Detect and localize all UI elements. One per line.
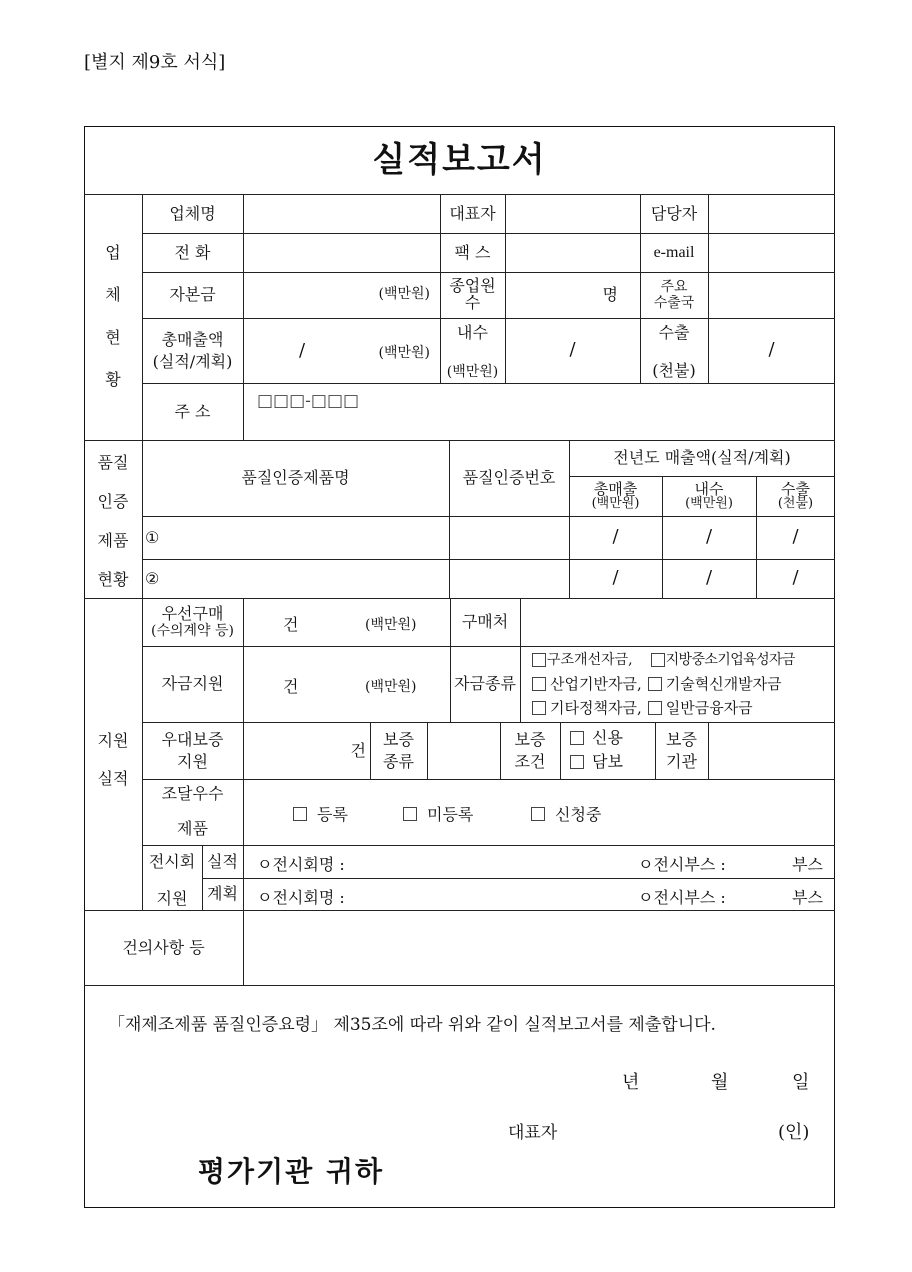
exhibition-plan-label: 계획 <box>207 884 238 903</box>
export-field-2[interactable]: / <box>792 567 799 589</box>
representative-signature-label: 대표자 <box>508 1123 558 1143</box>
fund-support-label: 자금지원 <box>161 674 224 693</box>
checkbox-icon <box>570 731 584 745</box>
procurement-options <box>243 779 835 845</box>
exhibition-label: 전시회 지원 <box>148 852 196 908</box>
company-name-field[interactable] <box>243 194 440 233</box>
fund-support-field[interactable]: 건 (백만원) <box>283 677 417 696</box>
guarantee-condition-options <box>570 726 655 776</box>
form-label: [별지 제9호 서식] <box>84 52 226 73</box>
total-sales-field-1[interactable]: / <box>612 526 619 548</box>
checkbox-icon <box>532 701 546 715</box>
fax-field[interactable] <box>505 233 640 272</box>
total-sales-slash: / <box>299 340 306 361</box>
total-sales-field-2[interactable]: / <box>612 567 619 589</box>
export-field-1[interactable]: / <box>792 526 799 548</box>
date-month-label: 월 <box>711 1072 729 1093</box>
exhibition-actual-label: 실적 <box>207 851 238 871</box>
contact-person-label: 담당자 <box>650 203 698 223</box>
email-label: e-mail <box>653 243 695 261</box>
checkbox-icon <box>532 653 546 667</box>
export-sales-label: 수출 (천불) <box>652 323 696 380</box>
export-header: 수출 (천불) <box>777 480 814 511</box>
capital-label: 자본금 <box>169 285 216 304</box>
exhibition-plan-row[interactable]: ㅇ전시회명 : ㅇ전시부스 : 부스 <box>257 888 823 907</box>
checkbox-icon <box>531 807 545 821</box>
condition-option-collateral[interactable]: 담보 <box>570 750 655 774</box>
priority-purchase-label: 우선구매 (수의계약 등) <box>151 604 234 640</box>
exhibition-actual-row[interactable]: ㅇ전시회명 : ㅇ전시부스 : 부스 <box>257 855 823 874</box>
phone-field[interactable] <box>243 233 440 272</box>
postal-code-placeholder: □□□-□□□ <box>257 391 360 411</box>
page-title: 실적보고서 <box>372 139 547 180</box>
declaration-statement: 「재제조제품 품질인증요령」 제35조에 따라 위와 같이 실적보고서를 제출합니다. <box>108 1015 716 1035</box>
capital-field[interactable] <box>243 272 440 318</box>
checkbox-icon <box>651 653 665 667</box>
total-sales-unit: (백만원) <box>378 345 430 361</box>
buyer-field[interactable] <box>520 598 835 646</box>
representative-field[interactable] <box>505 194 640 233</box>
total-sales-header: 총매출 (백만원) <box>591 480 640 511</box>
fund-option-other-policy[interactable]: 기타정책자금, <box>532 696 642 720</box>
representative-label: 대표자 <box>449 203 496 223</box>
fund-option-tech-innovation[interactable]: 기술혁신개발자금 <box>648 672 782 696</box>
date-year-label: 년 <box>622 1072 640 1093</box>
product-name-field-2[interactable]: ② <box>145 568 160 588</box>
contact-person-field[interactable] <box>708 194 835 233</box>
domestic-sales-label: 내수 (백만원) <box>446 323 499 380</box>
company-section-label: 업 체 현 황 <box>105 242 121 390</box>
fund-option-general-finance[interactable]: 일반금융자금 <box>648 696 753 720</box>
domestic-sales-field[interactable]: / <box>569 339 576 361</box>
suggestions-label: 건의사항 등 <box>122 937 205 957</box>
address-field[interactable] <box>243 383 835 440</box>
capital-unit: (백만원) <box>378 286 430 303</box>
support-section-label: 지원 실적 <box>97 731 129 789</box>
employees-unit: 명 <box>602 285 618 304</box>
checkbox-icon <box>648 701 662 715</box>
procurement-option-unregistered[interactable]: 미등록 <box>403 802 473 825</box>
guarantee-label: 우대보증 지원 <box>161 729 224 771</box>
fund-option-regional-sme[interactable]: 지방중소기업육성자금 <box>651 648 795 672</box>
checkbox-icon <box>403 807 417 821</box>
procurement-option-pending[interactable]: 신청중 <box>531 802 601 825</box>
prev-sales-header: 전년도 매출액(실적/계획) <box>613 448 791 467</box>
checkbox-icon <box>532 677 546 691</box>
fund-type-row <box>532 672 835 696</box>
guarantee-condition-label: 보증 조건 <box>514 729 546 771</box>
company-name-label: 업체명 <box>169 203 216 223</box>
checkbox-icon <box>293 807 307 821</box>
condition-option-credit[interactable]: 신용 <box>570 726 655 750</box>
checkbox-icon <box>570 755 584 769</box>
fund-type-row <box>532 648 835 672</box>
total-sales-field[interactable] <box>243 318 440 383</box>
fund-type-label: 자금종류 <box>454 674 516 693</box>
export-sales-field[interactable]: / <box>768 339 775 361</box>
product-name-header: 품질인증제품명 <box>241 468 350 487</box>
employees-label: 종업원 수 <box>449 276 496 312</box>
export-country-field[interactable] <box>708 272 835 318</box>
address-label: 주 소 <box>174 401 211 421</box>
guarantee-agency-field[interactable] <box>708 722 835 779</box>
domestic-field-2[interactable]: / <box>705 567 713 589</box>
seal-label: (인) <box>778 1122 810 1143</box>
domestic-field-1[interactable]: / <box>705 526 713 548</box>
cert-number-field-2[interactable] <box>449 559 569 598</box>
procurement-option-registered[interactable]: 등록 <box>293 802 348 825</box>
fund-option-restructuring[interactable]: 구조개선자금, <box>532 648 633 672</box>
cert-number-field-1[interactable] <box>449 516 569 559</box>
guarantee-count-field[interactable]: 건 <box>350 740 366 760</box>
cert-number-header: 품질인증번호 <box>462 468 556 487</box>
domestic-header: 내수 (백만원) <box>685 480 733 511</box>
priority-purchase-field[interactable]: 건 (백만원) <box>283 615 417 634</box>
email-field[interactable] <box>708 233 835 272</box>
guarantee-type-field[interactable] <box>427 722 500 779</box>
guarantee-agency-label: 보증 기관 <box>666 729 697 771</box>
suggestions-field[interactable] <box>243 910 835 985</box>
checkbox-icon <box>648 677 662 691</box>
fax-label: 팩 스 <box>454 242 491 262</box>
addressee: 평가기관 귀하 <box>198 1155 385 1188</box>
total-sales-label: 총매출액 (실적/계획) <box>152 329 233 371</box>
product-name-field-1[interactable]: ① <box>145 527 160 547</box>
fund-option-industrial-base[interactable]: 산업기반자금, <box>532 672 642 696</box>
export-country-label: 주요 수출국 <box>653 278 695 311</box>
procurement-label: 조달우수 제품 <box>161 784 224 838</box>
fund-type-options <box>532 648 835 720</box>
phone-label: 전 화 <box>174 242 211 262</box>
date-day-label: 일 <box>792 1072 810 1093</box>
employees-field[interactable] <box>505 272 640 318</box>
buyer-label: 구매처 <box>461 612 509 631</box>
fund-type-row <box>532 696 835 720</box>
quality-section-label: 품질 인증 제품 현황 <box>97 453 129 589</box>
guarantee-type-label: 보증 종류 <box>383 729 414 771</box>
